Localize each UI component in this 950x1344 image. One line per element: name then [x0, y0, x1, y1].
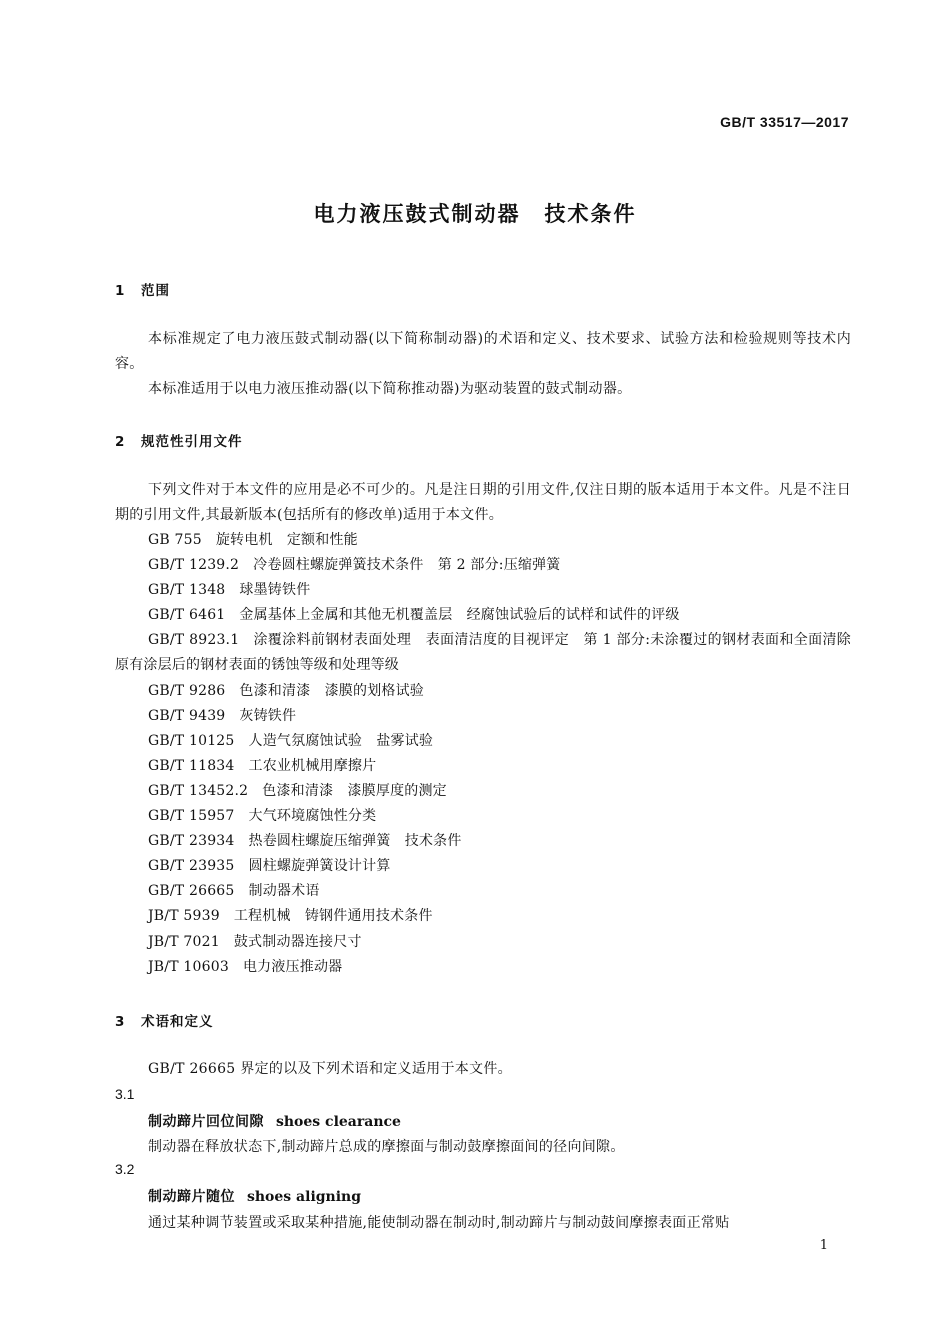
reference-code: GB/T 8923.1	[148, 632, 240, 649]
reference-item	[115, 829, 851, 854]
reference-item	[115, 578, 851, 603]
section-2-body	[115, 478, 851, 980]
reference-title: 热卷圆柱螺旋压缩弹簧 技术条件	[248, 833, 462, 850]
reference-title: 灰铸铁件	[239, 707, 297, 724]
reference-title: 色漆和清漆 漆膜厚度的测定	[262, 782, 447, 799]
reference-item	[115, 679, 851, 704]
reference-code: GB/T 23935	[148, 858, 235, 875]
term-en: shoes aligning	[247, 1189, 362, 1205]
reference-code: JB/T 10603	[148, 958, 229, 975]
paragraph: 本标准规定了电力液压鼓式制动器(以下简称制动器)的术语和定义、技术要求、试验方法和检验规则等技术内容。	[115, 331, 851, 372]
section-title: 规范性引用文件	[141, 434, 243, 450]
standard-code: GB/T 33517—2017	[720, 114, 849, 130]
reference-title: 制动器术语	[248, 883, 320, 900]
reference-item	[115, 704, 851, 729]
section-3-heading	[115, 1010, 214, 1030]
paragraph: GB/T 26665 界定的以及下列术语和定义适用于本文件。	[148, 1061, 512, 1077]
reference-code: GB 755	[148, 532, 202, 548]
clause-number: 3.2	[115, 1161, 135, 1177]
reference-item	[115, 904, 851, 929]
reference-code: GB/T 9286	[148, 682, 226, 699]
reference-title: 冷卷圆柱螺旋弹簧技术条件 第 2 部分:压缩弹簧	[253, 557, 561, 574]
reference-title: 工程机械 铸钢件通用技术条件	[233, 908, 433, 925]
reference-title: 大气环境腐蚀性分类	[248, 808, 377, 825]
reference-title: 球墨铸铁件	[239, 582, 311, 599]
reference-code: GB/T 11834	[148, 757, 235, 774]
reference-item	[115, 804, 851, 829]
reference-title: 涂覆涂料前钢材表面处理 表面清洁度的目视评定 第 1 部分:未涂覆过的钢材表面和全面清除原有涂层后的钢材表面的锈蚀等级和处理等级	[115, 632, 851, 674]
reference-item	[115, 879, 851, 904]
section-number: 1	[115, 283, 126, 299]
section-1-body	[115, 327, 851, 402]
reference-item	[115, 854, 851, 879]
reference-item	[115, 955, 851, 980]
reference-item	[115, 603, 851, 628]
title-part1: 电力液压鼓式制动器	[313, 202, 521, 226]
section-2-heading	[115, 430, 243, 450]
reference-code: GB/T 10125	[148, 732, 235, 749]
reference-item	[115, 729, 851, 754]
reference-title: 电力液压推动器	[242, 958, 343, 975]
section-number: 3	[115, 1014, 126, 1030]
term-heading	[148, 1111, 401, 1131]
reference-item	[115, 628, 851, 678]
term-heading	[148, 1186, 361, 1206]
reference-title: 鼓式制动器连接尺寸	[233, 933, 362, 950]
term-zh: 制动蹄片回位间隙	[148, 1114, 264, 1130]
reference-code: GB/T 9439	[148, 707, 226, 724]
section-title: 范围	[141, 283, 170, 299]
page-number: 1	[819, 1238, 828, 1253]
reference-title: 色漆和清漆 漆膜的划格试验	[239, 682, 425, 699]
term-definition: 制动器在释放状态下,制动蹄片总成的摩擦面与制动鼓摩擦面间的径向间隙。	[148, 1139, 625, 1155]
reference-item	[115, 553, 851, 578]
reference-code: GB/T 15957	[148, 808, 235, 825]
reference-item	[115, 930, 851, 955]
section-1-heading	[115, 279, 170, 299]
title-part2: 技术条件	[544, 202, 637, 226]
reference-title: 人造气氛腐蚀试验 盐雾试验	[248, 732, 434, 749]
term-en: shoes clearance	[276, 1114, 401, 1130]
term-zh: 制动蹄片随位	[148, 1189, 235, 1205]
reference-title: 圆柱螺旋弹簧设计计算	[248, 858, 391, 875]
section-number: 2	[115, 434, 126, 450]
reference-code: GB/T 1348	[148, 582, 226, 599]
reference-item	[115, 528, 851, 553]
paragraph: 本标准适用于以电力液压推动器(以下简称推动器)为驱动装置的鼓式制动器。	[148, 381, 632, 397]
reference-item	[115, 754, 851, 779]
section-3-intro	[115, 1057, 851, 1082]
reference-code: GB/T 13452.2	[148, 782, 249, 799]
reference-item	[115, 779, 851, 804]
reference-code: GB/T 6461	[148, 607, 226, 624]
reference-code: JB/T 5939	[148, 908, 220, 925]
reference-title: 金属基体上金属和其他无机覆盖层 经腐蚀试验后的试样和试件的评级	[239, 607, 680, 624]
paragraph: 下列文件对于本文件的应用是必不可少的。凡是注日期的引用文件,仅注日期的版本适用于本文件。凡是不注日期的引用文件,其最新版本(包括所有的修改单)适用于本文件。	[115, 482, 851, 523]
document-title	[0, 198, 950, 228]
reference-code: JB/T 7021	[148, 933, 220, 950]
reference-code: GB/T 23934	[148, 833, 235, 850]
section-title: 术语和定义	[141, 1014, 214, 1030]
clause-number: 3.1	[115, 1086, 135, 1102]
reference-title: 旋转电机 定额和性能	[215, 532, 358, 548]
reference-code: GB/T 26665	[148, 883, 235, 900]
term-definition: 通过某种调节装置或采取某种措施,能使制动器在制动时,制动蹄片与制动鼓间摩擦表面正常贴	[148, 1215, 730, 1231]
reference-code: GB/T 1239.2	[148, 557, 240, 574]
reference-title: 工农业机械用摩擦片	[248, 757, 377, 774]
